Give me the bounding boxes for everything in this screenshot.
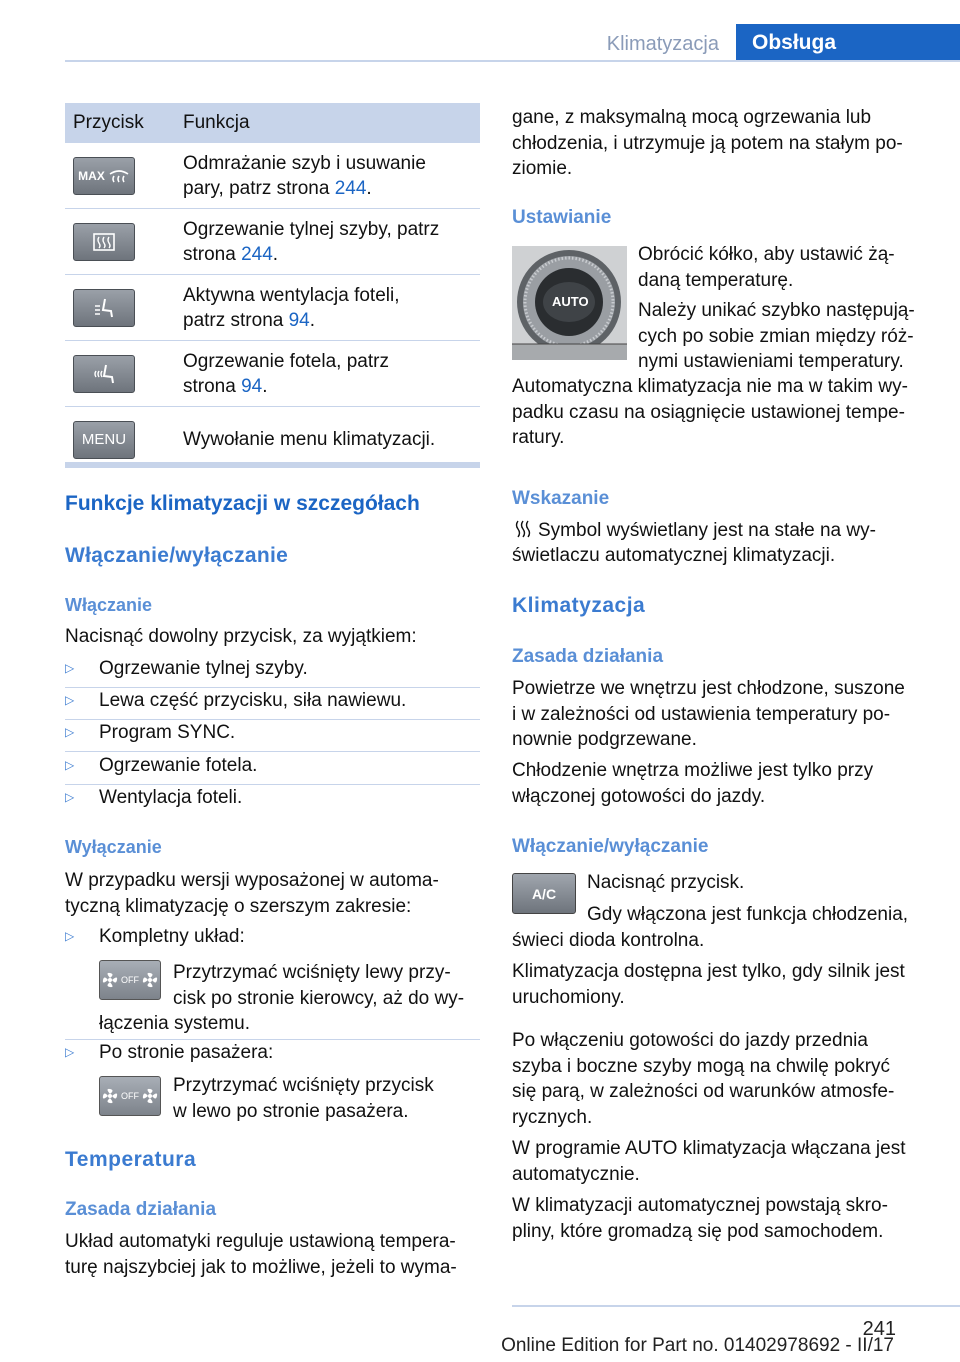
continued-paragraph: gane, z maksymalną mocą ogrzewania lub chłodzenia, i utrzymuje ją potem na stałym po‐ ziomie. [512,107,903,179]
temperature-heading: Temperatura [65,1148,197,1171]
menu-button-icon: MENU [73,421,135,459]
off-item2-text: Przytrzymać wciśnięty przycisk w lewo po stronie pasażera. [173,1075,434,1122]
header-chapter: Obsługa [736,24,960,62]
ac-onoff-text-4: Klimatyzacja dostępna jest tylko, gdy silnik jest uruchomiony. [512,961,905,1008]
rear-window-heating-icon [514,520,532,543]
page-ref-link[interactable]: 244 [334,177,367,199]
fog-paragraph: Po włączeniu gotowości do jazdy przednia szyba i boczne szyby mogą na chwilę pokryć się parą, w zależności od warunków atmosfe‐ rycznych. [512,1030,895,1128]
seat-heating-icon [73,355,135,393]
setting-heading: Ustawianie [512,207,612,228]
page-ref-link[interactable]: 94 [241,375,263,397]
ac-paragraph: Powietrze we wnętrzu jest chłodzone, suszone i w zależności od ustawienia temperatury po‐ nownie podgrzewane. [512,678,905,750]
temperature-paragraph: Układ automatyki reguluje ustawioną tempera‐ turę najszybciej jak to możliwe, jeżeli to wyma‐ [65,1231,457,1278]
list-divider [65,687,480,688]
temperature-knob-image: AUTO [512,246,627,360]
note-text: Symbol wyświetlany jest na stałe na wy‐ [538,520,876,541]
list-divider [65,1039,480,1040]
list-divider [65,719,480,720]
ac-button-icon: A/C [512,873,576,914]
ac-onoff-text: Nacisnąć przycisk. [587,872,745,893]
function-text: Ogrzewanie tylnej szyby, patrz strona 244. [183,218,440,265]
table-bottom-bar [65,462,480,468]
list-divider [65,784,480,785]
max-defrost-icon: MAX [73,157,135,195]
page-ref-link[interactable]: 94 [288,309,310,331]
list-divider [65,751,480,752]
on-paragraph: Nacisnąć dowolny przycisk, za wyjątkiem: [65,626,417,647]
condensate-paragraph: W klimatyzacji automatycznej powstają skro‐ pliny, które gromadzą się pod samochodem. [512,1195,888,1242]
off-item1-text: Przytrzymać wciśnięty lewy przy‐ cisk po stronie kierowcy, aż do wy‐ [173,962,465,1009]
off-item1-text-cont: łączenia systemu. [99,1013,251,1034]
ac-paragraph-2: Chłodzenie wnętrza możliwe jest tylko przy włączonej gotowości do jazdy. [512,760,874,807]
table-row [65,143,480,209]
ac-onoff-text-2: Gdy włączona jest funkcja chłodzenia, [587,904,909,925]
fan-off-button-icon: OFF [99,1076,161,1116]
auto-paragraph: W programie AUTO klimatyzacja włączana jest automatycznie. [512,1138,906,1185]
ac-heading: Klimatyzacja [512,594,646,617]
function-text: Odmrażanie szyb i usuwanie pary, patrz strona 244. [183,152,426,199]
seat-ventilation-icon [73,289,135,327]
ac-subheading: Zasada działania [512,646,664,667]
col-header-button: Przycisk [73,112,144,133]
fan-off-button-icon: OFF [99,960,161,1000]
subsection-title: Włączanie/wyłączanie [65,544,289,567]
footer-divider [512,1305,960,1307]
setting-text: Obrócić kółko, aby ustawić żą‐ daną temperaturę. [638,244,895,291]
section-title: Funkcje klimatyzacji w szczegółach [65,492,420,515]
table-row [65,275,480,341]
note-heading: Wskazanie [512,488,610,509]
on-heading: Włączanie [65,595,153,615]
table-header [65,103,480,143]
setting-warning-cont: Automatyczna klimatyzacja nie ma w takim wy‐ padku czasu na osiągnięcie ustawionej tempe‐ ratury. [512,376,908,448]
temperature-subheading: Zasada działania [65,1199,217,1220]
header-section: Klimatyzacja [606,33,719,55]
function-text: Wywołanie menu klimatyzacji. [183,429,436,450]
page-number: 241 [862,1318,896,1340]
function-text: Aktywna wentylacja foteli, patrz strona 94. [183,284,400,331]
table-row [65,209,480,275]
note-text-cont: świetlaczu automatycznej klimatyzacji. [512,545,836,566]
header-divider [65,60,960,62]
off-paragraph: W przypadku wersji wyposażonej w automa‐ tyczną klimatyzację o szerszym zakresie: [65,870,439,917]
function-text: Ogrzewanie fotela, patrz strona 94. [183,350,389,397]
footer-edition: Online Edition for Part no. 01402978692 - II/17 [501,1335,894,1356]
setting-warning: Należy unikać szybko następują‐ cych po sobie zmian między róż‐ nymi ustawieniami temperatury. [638,300,915,372]
off-heading: Wyłączanie [65,837,162,857]
ac-onoff-heading: Włączanie/wyłączanie [512,836,709,857]
page-ref-link[interactable]: 244 [241,243,273,265]
col-header-function: Funkcja [183,112,250,133]
ac-onoff-text-3: świeci dioda kontrolna. [512,930,705,951]
button-function-table [65,103,480,472]
rear-window-heating-icon [73,223,135,261]
table-row [65,341,480,407]
